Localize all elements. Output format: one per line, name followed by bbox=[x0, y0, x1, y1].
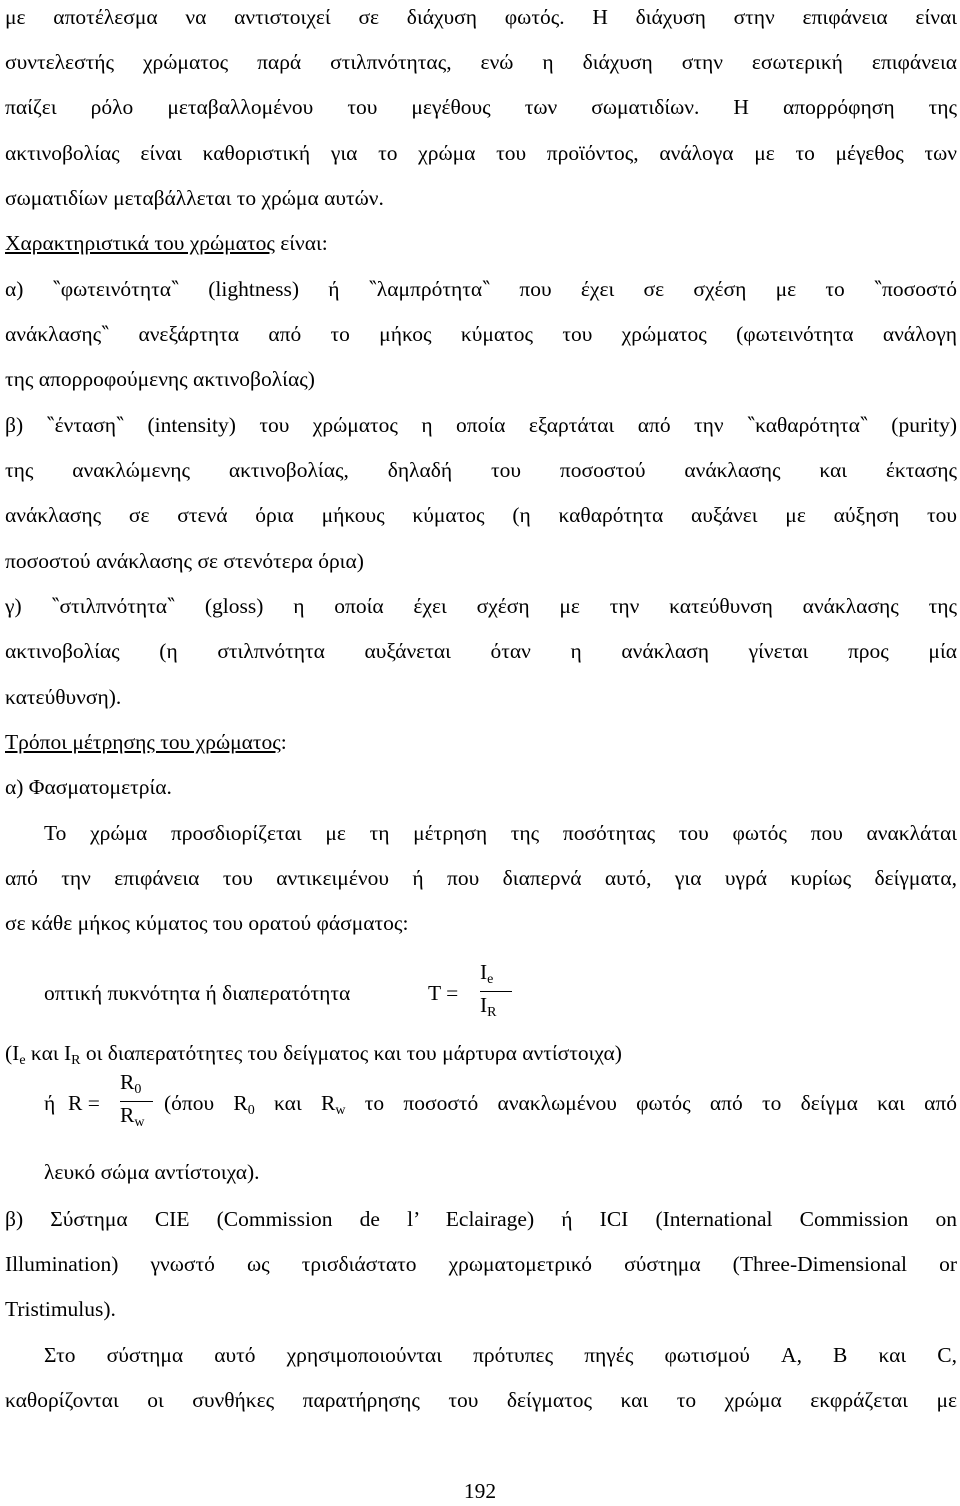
text-line: Το χρώμα προσδιορίζεται με τη μέτρηση της ποσότητας του φωτός που ανακλάται bbox=[44, 821, 957, 845]
heading-underlined: Χαρακτηριστικά του χρώματος bbox=[5, 231, 275, 255]
list-item-line: ανάκλασης‶ ανεξάρτητα από το μήκος κύματος του χρώματος (φωτεινότητα ανάλογη bbox=[5, 322, 957, 346]
fraction-numerator: $I_e$ bbox=[480, 960, 494, 987]
text-line: σωματιδίων μεταβάλλεται το χρώμα αυτών. bbox=[5, 186, 384, 210]
formula-r-explanation: (όπου $R_0$ και $R_w$ το ποσοστό ανακλωμένου φωτός από το δείγμα και από bbox=[164, 1091, 957, 1118]
formula-r-fraction bbox=[120, 1072, 154, 1132]
list-item-line: κατεύθυνση). bbox=[5, 685, 122, 709]
page-number: 192 bbox=[463, 1479, 497, 1503]
fraction-numerator: $R_0$ bbox=[120, 1070, 142, 1097]
text-line: Tristimulus). bbox=[5, 1297, 116, 1321]
text-line: σε κάθε μήκος κύματος του ορατού φάσματος: bbox=[5, 911, 409, 935]
formula-t-label: οπτική πυκνότητα ή διαπερατότητα bbox=[44, 981, 351, 1005]
formula-t-note: ($I_e$ και $I_R$ οι διαπερατότητες του δείγματος και του μάρτυρα αντίστοιχα) bbox=[5, 1041, 622, 1068]
characteristics-heading bbox=[5, 220, 957, 266]
text-line: από την επιφάνεια του αντικειμένου ή που διαπερνά αυτό, για υγρά κυρίως δείγματα, bbox=[5, 866, 957, 890]
list-item-line: της απορροφούμενης ακτινοβολίας) bbox=[5, 367, 315, 391]
text-line: λευκό σώμα αντίστοιχα). bbox=[44, 1160, 260, 1184]
text-line: Στο σύστημα αυτό χρησιμοποιούνται πρότυπες πηγές φωτισμού A, B και C, bbox=[44, 1343, 957, 1367]
text-line: ακτινοβολίας είναι καθοριστική για το χρώμα του προϊόντος, ανάλογα με το μέγεθος των bbox=[5, 141, 957, 165]
fraction-denominator: $I_R$ bbox=[480, 993, 497, 1020]
methods-heading bbox=[5, 719, 957, 765]
text-line: με αποτέλεσμα να αντιστοιχεί σε διάχυση φωτός. Η διάχυση στην επιφάνεια είναι bbox=[5, 5, 957, 29]
formula-t-fraction bbox=[480, 962, 514, 1022]
text-line: Illumination) γνωστό ως τρισδιάστατο χρωματομετρικό σύστημα (Three-Dimensional or bbox=[5, 1252, 957, 1276]
list-item-line: της ανακλώμενης ακτινοβολίας, δηλαδή του ποσοστού ανάκλασης και έκτασης bbox=[5, 458, 957, 482]
fraction-bar bbox=[120, 1101, 153, 1102]
text-line: παίζει ρόλο μεταβαλλομένου του μεγέθους των σωματιδίων. Η απορρόφηση της bbox=[5, 95, 957, 119]
list-item-line: ακτινοβολίας (η στιλπνότητα αυξάνεται όταν η ανάκλαση γίνεται προς μία bbox=[5, 639, 957, 663]
text-line: συντελεστής χρώματος παρά στιλπνότητας, ενώ η διάχυση στην εσωτερική επιφάνεια bbox=[5, 50, 957, 74]
heading-rest: είναι: bbox=[274, 231, 328, 255]
formula-t-lhs: T = bbox=[428, 981, 459, 1005]
formula-r-prefix: ή bbox=[44, 1091, 56, 1115]
fraction-denominator: $R_w$ bbox=[120, 1103, 145, 1130]
heading-rest: : bbox=[280, 730, 287, 754]
list-item-line: γ) ‶στιλπνότητα‶ (gloss) η οποία έχει σχέση με την κατεύθυνση ανάκλασης της bbox=[5, 594, 957, 618]
method-a-title: α) Φασματομετρία. bbox=[5, 775, 172, 799]
heading-underlined: Τρόποι μέτρησης του χρώματος bbox=[5, 730, 281, 754]
text-line: β) Σύστημα CIE (Commission de l’ Eclairage) ή ICI (International Commission on bbox=[5, 1207, 957, 1231]
list-item-line: α) ‶φωτεινότητα‶ (lightness) ή ‶λαμπρότητα‶ που έχει σε σχέση με το ‶ποσοστό bbox=[5, 277, 957, 301]
text-line: καθορίζονται οι συνθήκες παρατήρησης του δείγματος και το χρώμα εκφράζεται με bbox=[5, 1388, 957, 1412]
fraction-bar bbox=[480, 991, 512, 992]
list-item-line: β) ‶ένταση‶ (intensity) του χρώματος η οποία εξαρτάται από την ‶καθαρότητα‶ (purity) bbox=[5, 413, 957, 437]
list-item-line: ανάκλασης σε στενά όρια μήκους κύματος (η καθαρότητα αυξάνει με αύξηση του bbox=[5, 503, 957, 527]
list-item-line: ποσοστού ανάκλασης σε στενότερα όρια) bbox=[5, 549, 364, 573]
formula-r-lhs: R = bbox=[68, 1091, 100, 1115]
